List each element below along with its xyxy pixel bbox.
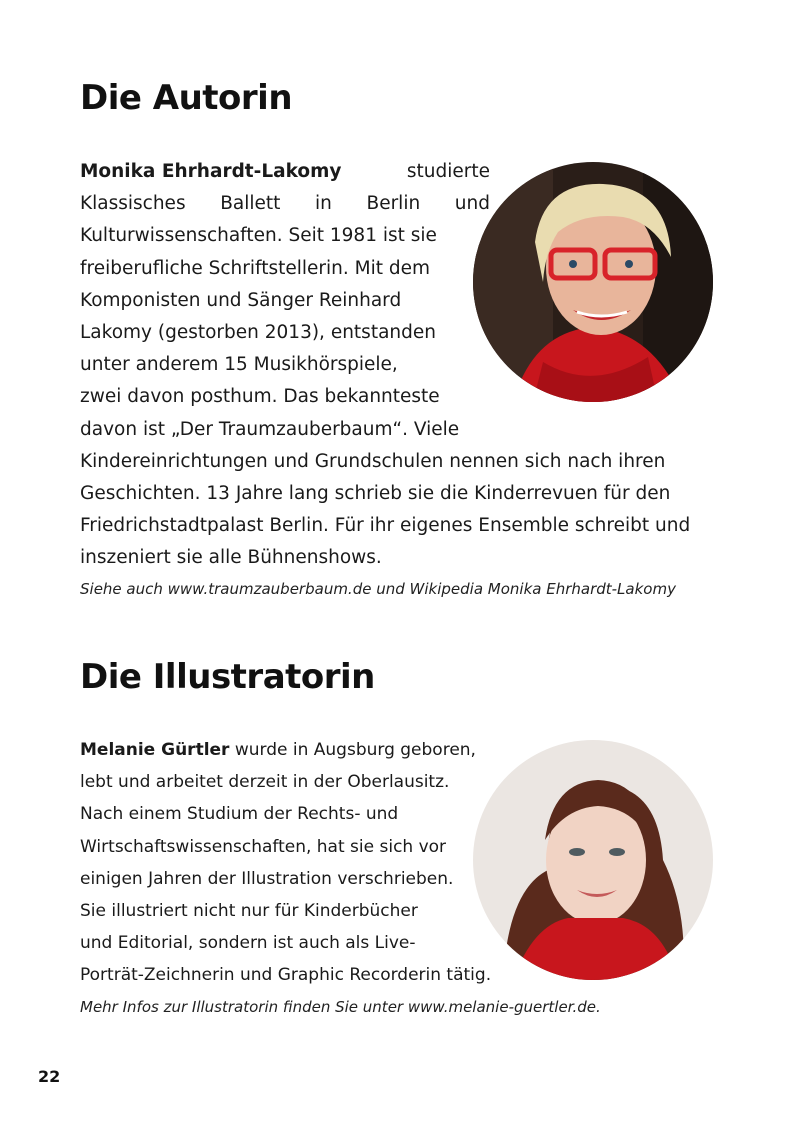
illustrator-bio-line: und Editorial, sondern ist auch als Live-	[80, 933, 416, 954]
author-bio-line: Lakomy (gestorben 2013), entstanden	[80, 321, 436, 343]
illustrator-bio-line: Wirtschaftswissenschaften, hat sie sich vor	[80, 836, 447, 857]
illustrator-bio-line: lebt und arbeitet derzeit in der Oberlausitz.	[80, 772, 450, 793]
illustrator-note: Mehr Infos zur Illustratorin finden Sie unter www.melanie-guertler.de.	[80, 997, 601, 1016]
bio-word: Berlin	[366, 193, 421, 215]
author-bio-line: Friedrichstadtpalast Berlin. Für ihr eigenes Ensemble schreibt und	[80, 515, 691, 537]
bio-word: Ballett	[220, 193, 281, 215]
bio-word: in	[315, 193, 332, 215]
author-bio-line: Kindereinrichtungen und Grundschulen nennen sich nach ihren	[80, 450, 666, 472]
author-bio-line: Kulturwissenschaften. Seit 1981 ist sie	[80, 225, 437, 247]
illustrator-bio-line: Nach einem Studium der Rechts- und	[80, 804, 399, 825]
author-bio-line: zwei davon posthum. Das bekannteste	[80, 386, 440, 408]
page-number: 22	[38, 1067, 61, 1086]
illustrator-bio	[80, 734, 712, 1022]
author-name: Monika Ehrhardt-Lakomy	[80, 161, 342, 182]
illustrator-name: Melanie Gürtler	[80, 740, 230, 760]
author-bio-line: davon ist „Der Traumzauberbaum“. Viele	[80, 418, 460, 440]
bio-word: und	[454, 193, 490, 215]
author-heading: Die Autorin	[80, 78, 293, 118]
illustrator-bio-line: Sie illustriert nicht nur für Kinderbücher	[80, 900, 418, 921]
author-bio-line: Geschichten. 13 Jahre lang schrieb sie die Kinderrevuen für den	[80, 482, 671, 504]
author-bio-line	[80, 188, 490, 220]
bio-word: Klassisches	[80, 193, 186, 215]
author-bio-line: freiberufliche Schriftstellerin. Mit dem	[80, 257, 431, 279]
author-bio-line: inszeniert sie alle Bühnenshows.	[80, 547, 382, 569]
author-bio-word: studierte	[406, 161, 490, 182]
illustrator-bio-line: einigen Jahren der Illustration verschrieben.	[80, 868, 454, 889]
author-bio-line: Komponisten und Sänger Reinhard	[80, 289, 402, 311]
illustrator-bio-rest: wurde in Augsburg geboren,	[234, 740, 476, 760]
author-note: Siehe auch www.traumzauberbaum.de und Wikipedia Monika Ehrhardt-Lakomy	[80, 580, 676, 599]
illustrator-bio-line: Porträt-Zeichnerin und Graphic Recorderin tätig.	[80, 965, 492, 986]
illustrator-bio-line	[80, 734, 712, 766]
author-bio-line: unter anderem 15 Musikhörspiele,	[80, 354, 398, 376]
author-bio	[80, 156, 712, 604]
author-bio-line	[80, 156, 490, 188]
illustrator-heading: Die Illustratorin	[80, 657, 375, 697]
